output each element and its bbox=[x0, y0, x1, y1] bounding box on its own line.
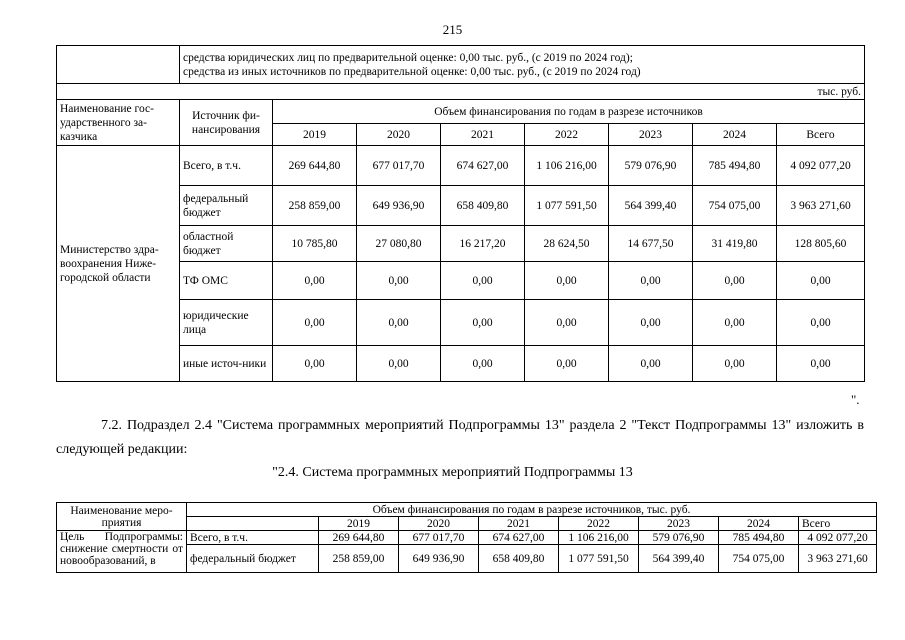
value-cell: 1 077 591,50 bbox=[559, 545, 639, 573]
value-cell: 258 859,00 bbox=[319, 545, 399, 573]
value-cell: 1 106 216,00 bbox=[559, 531, 639, 545]
value-cell: 0,00 bbox=[609, 300, 693, 346]
value-cell: 785 494,80 bbox=[693, 146, 777, 186]
value-cell: 0,00 bbox=[273, 300, 357, 346]
value-cell: 677 017,70 bbox=[399, 531, 479, 545]
value-cell: 0,00 bbox=[357, 346, 441, 382]
value-cell: 754 075,00 bbox=[719, 545, 799, 573]
header-volume: Объем финансирования по годам в разрезе источников bbox=[273, 100, 865, 124]
year-header: Всего bbox=[777, 124, 865, 146]
value-cell: 0,00 bbox=[441, 300, 525, 346]
page-number: 215 bbox=[442, 22, 463, 37]
value-cell: 0,00 bbox=[525, 300, 609, 346]
value-cell: 0,00 bbox=[609, 346, 693, 382]
customer-name: Министерство здра-воохранения Ниже-городской области bbox=[57, 146, 180, 382]
unit-label: тыс. руб. bbox=[57, 84, 865, 100]
year-header: 2020 bbox=[399, 517, 479, 531]
year-header: 2024 bbox=[719, 517, 799, 531]
section-subheading: "2.4. Система программных мероприятий Подпрограммы 13 bbox=[272, 465, 633, 480]
source-label: юридические лица bbox=[180, 300, 273, 346]
source-label: федеральный бюджет bbox=[187, 545, 319, 573]
value-cell: 674 627,00 bbox=[441, 146, 525, 186]
header-source: Источник фи-нансирования bbox=[180, 100, 273, 146]
source-label: Всего, в т.ч. bbox=[187, 531, 319, 545]
value-cell: 0,00 bbox=[441, 346, 525, 382]
value-cell: 0,00 bbox=[609, 262, 693, 300]
empty-cell bbox=[187, 517, 319, 531]
value-cell: 649 936,90 bbox=[357, 186, 441, 226]
value-cell: 0,00 bbox=[777, 262, 865, 300]
header-event: Наименование меро-приятия bbox=[57, 503, 187, 531]
value-cell: 0,00 bbox=[777, 346, 865, 382]
value-cell: 269 644,80 bbox=[319, 531, 399, 545]
year-header: 2022 bbox=[559, 517, 639, 531]
value-cell: 0,00 bbox=[357, 300, 441, 346]
value-cell: 1 106 216,00 bbox=[525, 146, 609, 186]
source-label: Всего, в т.ч. bbox=[180, 146, 273, 186]
closing-quote: ". bbox=[851, 392, 860, 407]
value-cell: 3 963 271,60 bbox=[799, 545, 877, 573]
value-cell: 649 936,90 bbox=[399, 545, 479, 573]
value-cell: 1 077 591,50 bbox=[525, 186, 609, 226]
value-cell: 658 409,80 bbox=[441, 186, 525, 226]
value-cell: 785 494,80 bbox=[719, 531, 799, 545]
value-cell: 564 399,40 bbox=[609, 186, 693, 226]
empty-cell bbox=[57, 46, 180, 84]
value-cell: 31 419,80 bbox=[693, 226, 777, 262]
value-cell: 14 677,50 bbox=[609, 226, 693, 262]
value-cell: 658 409,80 bbox=[479, 545, 559, 573]
program-events-table bbox=[56, 502, 877, 573]
year-header: 2023 bbox=[609, 124, 693, 146]
value-cell: 0,00 bbox=[441, 262, 525, 300]
value-cell: 128 805,60 bbox=[777, 226, 865, 262]
value-cell: 579 076,90 bbox=[609, 146, 693, 186]
body-paragraph: 7.2. Подраздел 2.4 "Система программных мероприятий Подпрограммы 13" раздела 2 "Текст Подпрограммы 13" изложить в следующей редакции: bbox=[56, 418, 864, 457]
year-header: 2024 bbox=[693, 124, 777, 146]
source-label: ТФ ОМС bbox=[180, 262, 273, 300]
header-customer: Наименование гос-ударственного за-казчика bbox=[57, 100, 180, 146]
value-cell: 0,00 bbox=[357, 262, 441, 300]
year-header: 2019 bbox=[273, 124, 357, 146]
value-cell: 4 092 077,20 bbox=[777, 146, 865, 186]
value-cell: 10 785,80 bbox=[273, 226, 357, 262]
value-cell: 579 076,90 bbox=[639, 531, 719, 545]
year-header: 2020 bbox=[357, 124, 441, 146]
financing-table bbox=[56, 45, 865, 382]
value-cell: 0,00 bbox=[273, 346, 357, 382]
value-cell: 28 624,50 bbox=[525, 226, 609, 262]
value-cell: 674 627,00 bbox=[479, 531, 559, 545]
value-cell: 16 217,20 bbox=[441, 226, 525, 262]
value-cell: 258 859,00 bbox=[273, 186, 357, 226]
value-cell: 677 017,70 bbox=[357, 146, 441, 186]
year-header: 2021 bbox=[479, 517, 559, 531]
value-cell: 0,00 bbox=[693, 300, 777, 346]
value-cell: 27 080,80 bbox=[357, 226, 441, 262]
year-header: 2021 bbox=[441, 124, 525, 146]
source-label: областной бюджет bbox=[180, 226, 273, 262]
value-cell: 0,00 bbox=[525, 262, 609, 300]
continuation-text bbox=[180, 46, 865, 84]
value-cell: 269 644,80 bbox=[273, 146, 357, 186]
year-header: 2019 bbox=[319, 517, 399, 531]
value-cell: 754 075,00 bbox=[693, 186, 777, 226]
value-cell: 0,00 bbox=[273, 262, 357, 300]
value-cell: 4 092 077,20 bbox=[799, 531, 877, 545]
cont-line: средства из иных источников по предварительной оценке: 0,00 тыс. руб., (с 2019 по 2024 год) bbox=[183, 65, 641, 78]
value-cell: 0,00 bbox=[525, 346, 609, 382]
source-label: федеральный бюджет bbox=[180, 186, 273, 226]
year-header: 2023 bbox=[639, 517, 719, 531]
value-cell: 0,00 bbox=[693, 346, 777, 382]
event-name: Цель Подпрограммы: снижение смертности от новообразований, в bbox=[57, 531, 187, 573]
cont-line: средства юридических лиц по предварительной оценке: 0,00 тыс. руб., (с 2019 по 2024 год); bbox=[183, 51, 633, 64]
value-cell: 564 399,40 bbox=[639, 545, 719, 573]
source-label: иные источ-ники bbox=[180, 346, 273, 382]
header-volume: Объем финансирования по годам в разрезе источников, тыс. руб. bbox=[187, 503, 877, 517]
value-cell: 0,00 bbox=[777, 300, 865, 346]
year-header: 2022 bbox=[525, 124, 609, 146]
value-cell: 0,00 bbox=[693, 262, 777, 300]
value-cell: 3 963 271,60 bbox=[777, 186, 865, 226]
year-header: Всего bbox=[799, 517, 877, 531]
